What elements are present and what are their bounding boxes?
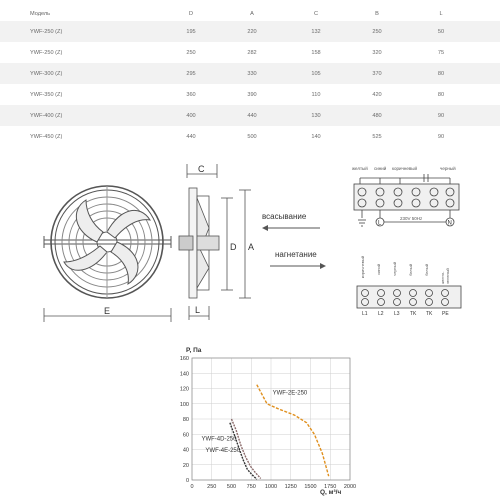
table-row xyxy=(0,126,500,147)
terminal-label: PE xyxy=(442,311,449,317)
suction-label: всасывание xyxy=(262,212,307,221)
cell-l: 80 xyxy=(437,70,445,77)
cell-a: 390 xyxy=(247,91,257,98)
header-a: A xyxy=(250,10,254,17)
cell-b: 250 xyxy=(372,28,382,35)
table-row xyxy=(0,105,500,126)
wire-label: синий xyxy=(374,166,387,171)
header-l: L xyxy=(439,10,443,17)
chart-series xyxy=(230,385,329,480)
x-tick-label: 1750 xyxy=(324,484,337,490)
cell-model: YWF-400 (Z) xyxy=(30,112,63,119)
wire-label: желтый xyxy=(352,166,368,171)
x-tick-label: 500 xyxy=(226,484,237,490)
y-tick-label: 0 xyxy=(185,478,189,484)
chart-grid xyxy=(192,358,350,480)
wire-label: желто-зеленый xyxy=(440,268,450,284)
x-tick-label: 2000 xyxy=(343,484,357,490)
series-label: YWF-2E-250 xyxy=(272,390,308,397)
terminal-label: L1 xyxy=(362,311,368,317)
cell-c: 105 xyxy=(311,70,321,77)
cell-b: 370 xyxy=(372,70,382,77)
label-d: D xyxy=(230,242,237,252)
cell-l: 80 xyxy=(437,91,445,98)
cell-l: 50 xyxy=(437,28,445,35)
wire-label: черный xyxy=(440,166,456,171)
table-row xyxy=(0,84,500,105)
fan-front-view xyxy=(40,168,175,328)
label-e: E xyxy=(104,306,111,316)
header-d: D xyxy=(188,10,194,17)
table-row xyxy=(0,21,500,42)
label-c: C xyxy=(198,164,205,174)
cell-c: 110 xyxy=(311,91,321,98)
cell-a: 440 xyxy=(247,112,257,119)
chart-series-labels xyxy=(201,391,307,454)
cell-d: 440 xyxy=(186,133,196,140)
cell-l: 90 xyxy=(437,133,445,140)
cell-b: 420 xyxy=(372,91,382,98)
x-tick-label: 1500 xyxy=(304,484,317,490)
wiring2-labels xyxy=(360,256,470,284)
series-label: YWF-4D-250 xyxy=(201,436,237,443)
wire-label: коричневый xyxy=(360,256,365,279)
cell-c: 140 xyxy=(311,133,321,140)
cell-model: YWF-300 (Z) xyxy=(30,70,63,77)
chart-x-axis-label: Q, м³/ч xyxy=(320,489,342,496)
cell-b: 480 xyxy=(372,112,382,119)
series-line xyxy=(257,385,329,477)
wire-label: черный xyxy=(392,262,397,276)
x-tick-label: 250 xyxy=(207,484,217,490)
cell-a: 500 xyxy=(247,133,257,140)
chart-y-axis-label: P, Па xyxy=(186,347,202,354)
x-tick-label: 750 xyxy=(246,484,256,490)
table-row xyxy=(0,63,500,84)
cell-b: 320 xyxy=(372,49,382,56)
y-tick-label: 80 xyxy=(182,417,189,423)
series-label: YWF-4E-250 xyxy=(205,447,241,454)
label-a: A xyxy=(248,242,255,252)
terminal-l-label: L xyxy=(378,220,382,227)
terminal-label: TK xyxy=(426,311,433,317)
cell-b: 525 xyxy=(372,133,382,140)
discharge-label: нагнетание xyxy=(275,250,317,259)
cell-a: 330 xyxy=(247,70,257,77)
x-tick-label: 1250 xyxy=(284,484,297,490)
cell-d: 360 xyxy=(186,91,196,98)
header-model: Модель xyxy=(30,10,51,17)
voltage-label: 230V 50Hz xyxy=(400,216,423,221)
suction-arrow-icon xyxy=(262,224,322,232)
wire-label: коричневый xyxy=(392,166,418,171)
y-tick-label: 100 xyxy=(179,401,189,408)
header-b: B xyxy=(375,10,379,17)
wire-label: синий xyxy=(376,264,381,275)
y-tick-label: 20 xyxy=(182,462,189,469)
fan-side-view xyxy=(175,158,270,328)
y-tick-label: 60 xyxy=(182,432,189,439)
wire-label: белый xyxy=(408,264,413,276)
y-tick-label: 140 xyxy=(179,371,189,378)
wire-label: белый xyxy=(424,264,429,276)
discharge-arrow-icon xyxy=(268,262,328,270)
terminal-label: L3 xyxy=(394,311,400,317)
label-l: L xyxy=(195,305,201,315)
terminal-n-label: N xyxy=(447,220,452,227)
cell-l: 90 xyxy=(437,112,445,119)
chart-y-ticks xyxy=(180,356,189,484)
cell-model: YWF-250 (Z) xyxy=(30,28,63,35)
cell-c: 158 xyxy=(311,49,321,56)
x-tick-label: 0 xyxy=(190,484,194,490)
cell-a: 282 xyxy=(247,49,257,56)
cell-c: 132 xyxy=(311,28,321,35)
cell-d: 295 xyxy=(186,70,196,77)
y-tick-label: 160 xyxy=(179,356,189,362)
cell-model: YWF-450 (Z) xyxy=(30,133,63,140)
y-tick-label: 120 xyxy=(179,386,189,393)
cell-model: YWF-250 (Z) xyxy=(30,49,63,56)
cell-a: 220 xyxy=(247,28,257,35)
cell-c: 130 xyxy=(311,112,321,119)
y-tick-label: 40 xyxy=(182,447,189,454)
cell-d: 250 xyxy=(186,49,196,56)
cell-d: 400 xyxy=(186,112,196,119)
cell-l: 75 xyxy=(437,49,445,56)
terminal-labels xyxy=(355,311,465,321)
x-tick-label: 1000 xyxy=(264,484,278,490)
terminal-label: L2 xyxy=(378,311,384,317)
performance-chart xyxy=(170,340,360,498)
terminal-label: TK xyxy=(410,311,417,317)
wiring-diagram-single-phase xyxy=(350,172,465,232)
table-row xyxy=(0,42,500,63)
header-c: C xyxy=(313,10,319,17)
cell-model: YWF-350 (Z) xyxy=(30,91,63,98)
cell-d: 195 xyxy=(186,28,196,35)
